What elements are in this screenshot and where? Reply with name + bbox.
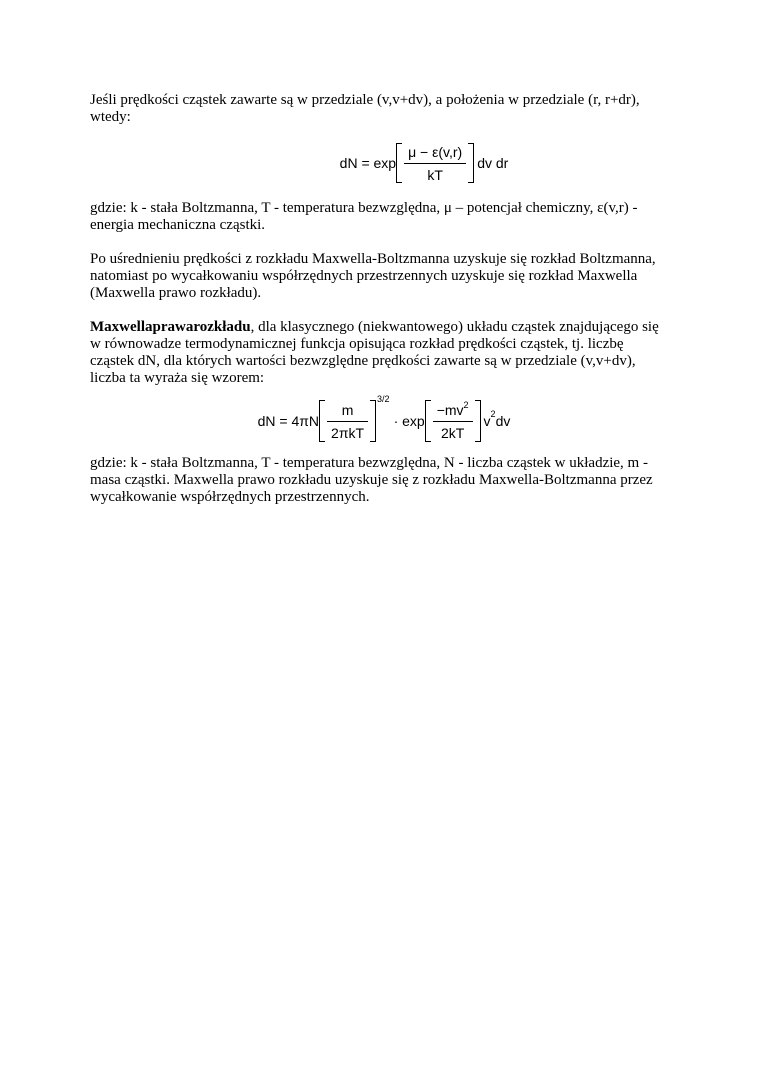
- formula2-fraction2-bar: [433, 421, 473, 422]
- formula1-right-bracket: [468, 143, 474, 183]
- formula2-fraction2-numerator: [433, 399, 473, 418]
- formula2-fraction-2: [433, 399, 473, 441]
- formula2-tail-sup: 2: [490, 408, 496, 419]
- formula1-fraction: [404, 144, 466, 183]
- formula1-denominator: kT: [427, 166, 443, 183]
- paragraph-definitions-1: gdzie: k - stała Boltzmanna, T - temperatura bezwzględna, μ – potencjał chemiczny, ε(v,r) - energia mechaniczna cząstki.: [90, 200, 638, 233]
- formula2-right-bracket-1: [370, 400, 376, 442]
- formula2-fraction1-bar: [327, 421, 368, 422]
- formula1-tail: dv dr: [477, 155, 509, 171]
- formula2-right-bracket-2: [475, 400, 481, 442]
- maxwell-law-description: , dla klasycznego (niekwantowego) układu cząstek znajdującego się w równowadze termodynamicznej funkcja opisująca rozkład prędkości cząstek, tj. liczbę cząstek dN, dla których wartości bezwzględne prędkości zawarte są w przedziale (v,v+dv), liczba ta wyraża się wzorem:: [90, 319, 659, 386]
- formula-maxwell-distribution: [90, 391, 670, 451]
- paragraph-intro: Jeśli prędkości cząstek zawarte są w przedziale (v,v+dv), a położenia w przedziale (r, r+dr), wtedy:: [90, 92, 640, 125]
- formula2-fraction1-denominator: 2πkT: [331, 424, 365, 441]
- formula2-exponent: 3/2: [377, 393, 390, 404]
- formula1-left-bracket: [396, 143, 402, 183]
- formula1-fraction-bar: [404, 163, 466, 164]
- formula2-tail-v: v: [483, 413, 491, 429]
- formula2-fraction1-numerator: m: [341, 401, 354, 418]
- formula2-left-bracket-1: [319, 400, 325, 442]
- document-body: [90, 92, 670, 506]
- formula-maxwell-boltzmann: [90, 134, 670, 192]
- maxwell-law-term: Maxwellaprawarozkładu: [90, 319, 251, 335]
- formula2-fraction2-numerator-sup: 2: [463, 399, 469, 410]
- paragraph-definitions-2: gdzie: k - stała Boltzmanna, T - temperatura bezwzględna, N - liczba cząstek w układzie, m - masa cząstki. Maxwella prawo rozkładu uzyskuje się z rozkładu Maxwella-Boltzmanna przez wycałkowanie współrzędnych przestrzennych.: [90, 455, 653, 505]
- formula2-mid: · exp: [393, 413, 425, 429]
- formula2-tail-dv: dv: [495, 413, 511, 429]
- paragraph-averaging: Po uśrednieniu prędkości z rozkładu Maxwella-Boltzmanna uzyskuje się rozkład Boltzmanna, natomiast po wycałkowaniu współrzędnych przestrzennych uzyskuje się rozkład Maxwella (Maxwella prawo rozkładu).: [90, 251, 656, 301]
- paragraph-maxwell-law: [90, 319, 670, 387]
- formula1-lhs: dN = exp: [339, 155, 397, 171]
- formula1-numerator: μ − ε(v,r): [408, 143, 463, 160]
- formula2-fraction2-denominator: 2kT: [440, 424, 465, 441]
- formula2-fraction2-numerator-base: −mv: [436, 401, 464, 418]
- formula2-fraction-1: [327, 402, 368, 441]
- formula2-lhs: dN = 4πN: [257, 413, 320, 429]
- formula2-left-bracket-2: [425, 400, 431, 442]
